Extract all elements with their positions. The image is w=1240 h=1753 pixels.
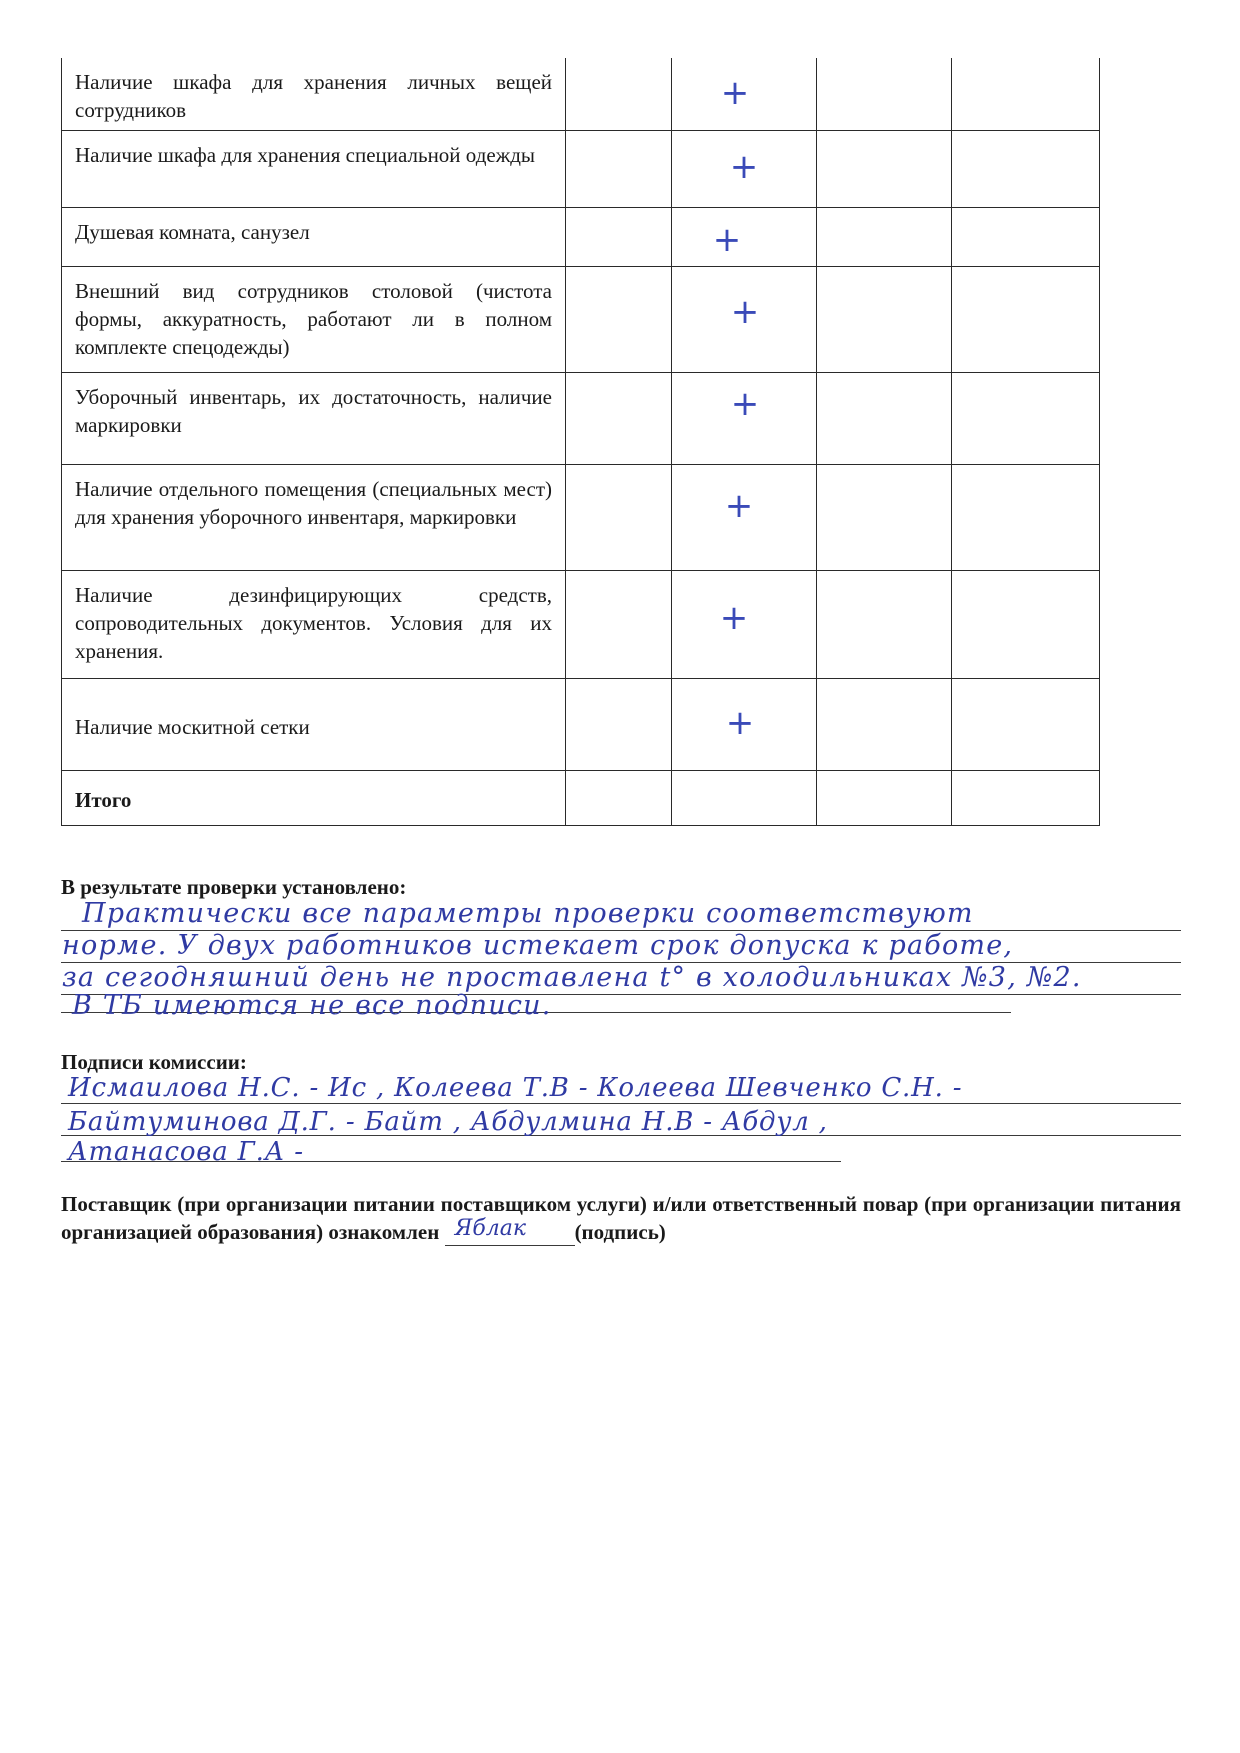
empty-cell (817, 131, 952, 208)
empty-cell (566, 208, 672, 267)
table-row (62, 373, 1100, 465)
mark-cell (672, 267, 817, 373)
table-row (62, 465, 1100, 571)
empty-cell (952, 208, 1100, 267)
table-row (62, 771, 1100, 826)
findings-handwriting: за сегодняшний день не проставлена t° в холодильниках №3, №2. (62, 962, 1082, 993)
commission-signatures: Исмаилова Н.С. - Ис , Колеева Т.В - Колеева Шевченко С.Н. - (68, 1073, 963, 1103)
table-row (62, 679, 1100, 771)
acknowledgement-paragraph (61, 1190, 1181, 1246)
empty-cell (566, 465, 672, 571)
empty-cell (672, 771, 817, 826)
empty-cell (952, 267, 1100, 373)
empty-cell (952, 373, 1100, 465)
handwritten-plus-mark: + (720, 73, 750, 113)
empty-cell (566, 58, 672, 131)
empty-cell (817, 267, 952, 373)
findings-handwriting: норме. У двух работников истекает срок допуска к работе, (62, 930, 1014, 961)
empty-cell (952, 771, 1100, 826)
handwritten-plus-mark: + (730, 292, 760, 332)
empty-cell (566, 571, 672, 679)
commission-signatures: Байтуминова Д.Г. - Байт , Абдулмина Н.В - Абдул , (68, 1107, 828, 1137)
handwritten-plus-mark: + (719, 598, 749, 638)
empty-cell (817, 571, 952, 679)
criterion-cell: Наличие дезинфицирующих средств, сопроводительных документов. Условия для их хранения. (62, 571, 566, 679)
empty-cell (817, 208, 952, 267)
criterion-cell: Наличие отдельного помещения (специальных мест) для хранения уборочного инвентаря, маркировки (62, 465, 566, 571)
handwritten-plus-mark: + (724, 486, 754, 526)
criterion-cell: Внешний вид сотрудников столовой (чистота формы, аккуратность, работают ли в полном комплекте спецодежды) (62, 267, 566, 373)
criterion-cell: Наличие шкафа для хранения специальной одежды (62, 131, 566, 208)
table-row (62, 267, 1100, 373)
empty-cell (952, 679, 1100, 771)
findings-heading: В результате проверки установлено: (61, 875, 407, 899)
handwritten-plus-mark: + (712, 220, 742, 260)
mark-cell (672, 571, 817, 679)
acknowledgement-text: Поставщик (при организации питании поставщиком услуги) и/или ответственный повар (при организации питания организацией образования) ознакомлен (61, 1192, 1181, 1244)
criterion-cell: Наличие москитной сетки (62, 679, 566, 771)
findings-handwriting: В ТБ имеются не все подписи. (72, 990, 552, 1021)
empty-cell (566, 771, 672, 826)
checklist-table (61, 58, 1100, 826)
empty-cell (566, 373, 672, 465)
empty-cell (952, 131, 1100, 208)
criterion-cell: Наличие шкафа для хранения личных вещей сотрудников (62, 58, 566, 131)
empty-cell (952, 58, 1100, 131)
commission-heading: Подписи комиссии: (61, 1050, 247, 1074)
mark-cell (672, 465, 817, 571)
handwritten-plus-mark: + (729, 147, 759, 187)
empty-cell (952, 465, 1100, 571)
mark-cell (672, 58, 817, 131)
mark-cell (672, 373, 817, 465)
empty-cell (566, 267, 672, 373)
acknowledgement-signature-line (445, 1216, 575, 1246)
criterion-cell: Душевая комната, санузел (62, 208, 566, 267)
empty-cell (817, 679, 952, 771)
table-row (62, 571, 1100, 679)
commission-signatures: Атанасова Г.А - (68, 1137, 304, 1167)
findings-handwriting: Практически все параметры проверки соответствуют (82, 898, 974, 929)
table-row (62, 208, 1100, 267)
signature-caption: (подпись) (574, 1220, 666, 1244)
empty-cell (817, 771, 952, 826)
empty-cell (566, 679, 672, 771)
mark-cell (672, 679, 817, 771)
acknowledgement-signature: Яблак (454, 1216, 527, 1241)
criterion-cell: Уборочный инвентарь, их достаточность, наличие маркировки (62, 373, 566, 465)
empty-cell (952, 571, 1100, 679)
table-row (62, 131, 1100, 208)
handwritten-plus-mark: + (730, 384, 760, 424)
empty-cell (566, 131, 672, 208)
mark-cell (672, 208, 817, 267)
empty-cell (817, 373, 952, 465)
mark-cell (672, 131, 817, 208)
total-label-cell: Итого (62, 771, 566, 826)
table-row (62, 58, 1100, 131)
handwritten-plus-mark: + (725, 703, 755, 743)
empty-cell (817, 465, 952, 571)
empty-cell (817, 58, 952, 131)
